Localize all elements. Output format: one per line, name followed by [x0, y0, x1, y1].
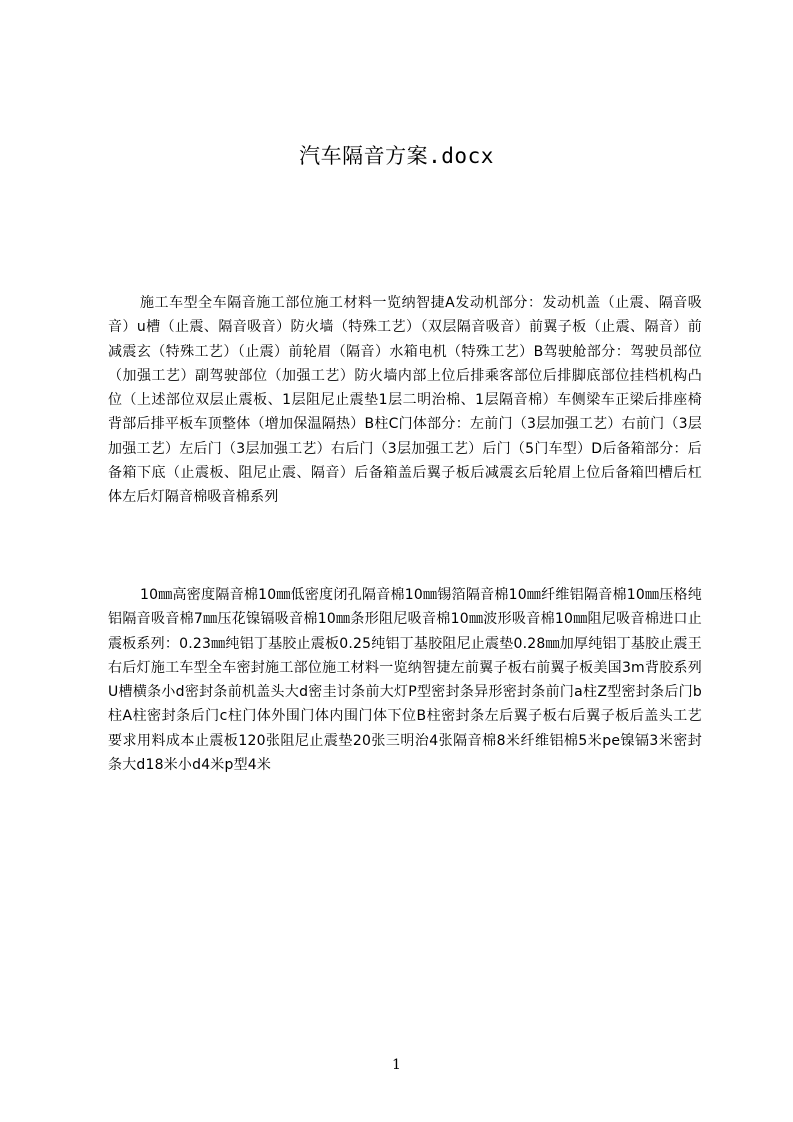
body-paragraph-2: 10㎜高密度隔音棉10㎜低密度闭孔隔音棉10㎜锡箔隔音棉10㎜纤维铝隔音棉10㎜压格纯铝隔音吸音棉7㎜压花镍镉吸音棉10㎜条形阻尼吸音棉10㎜波形吸音棉10㎜阻尼吸音棉进口止震板系列：0.23㎜纯铝丁基胶止震板0.25纯铝丁基胶阻尼止震垫0.28㎜加厚纯铝丁基胶止震王右后灯施工车型全车密封施工部位施工材料一览纳智捷左前翼子板右前翼子板美国3m背胶系列U槽横条小d密封条前机盖头大d密圭讨条前大灯P型密封条异形密封条前门a柱Z型密封条后门b柱A柱密封条后门c柱门体外围门体内围门体下位B柱密封条左后翼子板右后翼子板后盖头工艺要求用料成本止震板120张阻尼止震垫20张三明治4张隔音棉8米纤维铝棉5米pe镍镉3米密封条大d18米小d4米p型4米 [108, 587, 702, 774]
page-number: 1 [392, 1057, 401, 1073]
body-paragraph-1: 施工车型全车隔音施工部位施工材料一览纳智捷A发动机部分：发动机盖（止震、隔音吸音）u槽（止震、隔音吸音）防火墙（特殊工艺）（双层隔音吸音）前翼子板（止震、隔音）前减震玄（特殊工艺）（止震）前轮眉（隔音）水箱电机（特殊工艺）B驾驶舱部分：驾驶员部位（加强工艺）副驾驶部位（加强工艺）防火墙内部上位后排乘客部位后排脚底部位挂档机构凸位（上述部位双层止震板、1层阻尼止震垫1层二明治棉、1层隔音棉）车侧梁车正梁后排座椅背部后排平板车顶整体（增加保温隔热）B柱C门体部分：左前门（3层加强工艺）右前门（3层加强工艺）左后门（3层加强工艺）右后门（3层加强工艺）后门（5门车型）D后备箱部分：后备箱下底（止震板、阻尼止震、隔音）后备箱盖后翼子板后减震玄后轮眉上位后备箱凹槽后杠体左后灯隔音棉吸音棉系列 [108, 295, 702, 506]
document-title: 汽车隔音方案.docx [299, 144, 494, 168]
